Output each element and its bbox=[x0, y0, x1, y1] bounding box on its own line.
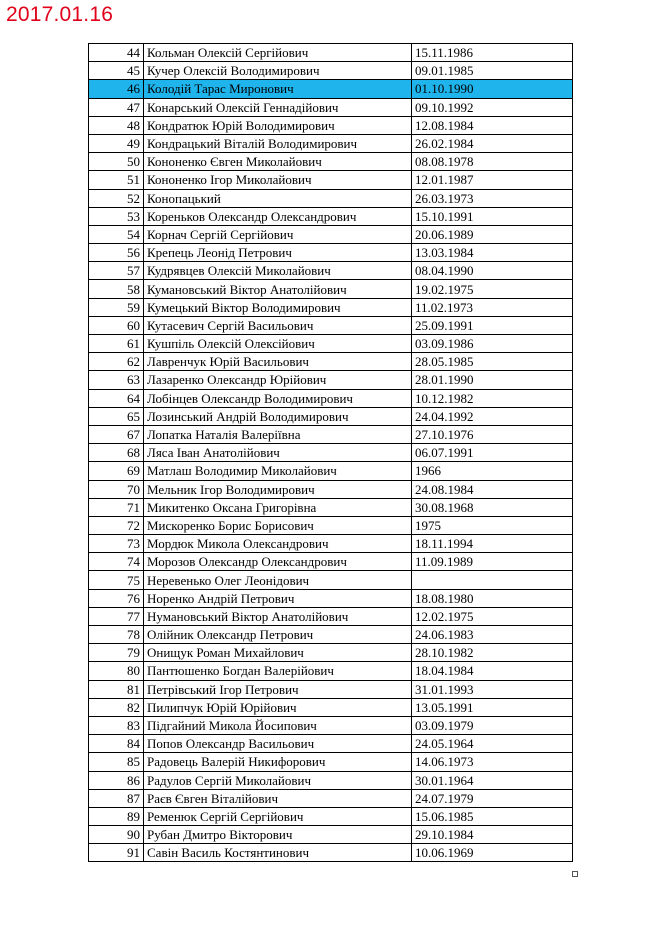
table-row bbox=[89, 644, 573, 662]
birth-date-cell: 01.10.1990 bbox=[412, 80, 573, 98]
row-number-cell: 83 bbox=[89, 716, 144, 734]
table-row bbox=[89, 225, 573, 243]
full-name-cell: Кореньков Олександр Олександрович bbox=[144, 207, 412, 225]
birth-date-cell: 18.11.1994 bbox=[412, 535, 573, 553]
table-resize-handle[interactable] bbox=[572, 871, 578, 877]
table-row bbox=[89, 244, 573, 262]
full-name-cell: Мельник Ігор Володимирович bbox=[144, 480, 412, 498]
birth-date-cell: 25.09.1991 bbox=[412, 316, 573, 334]
full-name-cell: Мискоренко Борис Борисович bbox=[144, 516, 412, 534]
birth-date-cell: 08.04.1990 bbox=[412, 262, 573, 280]
table-row bbox=[89, 662, 573, 680]
row-number-cell: 53 bbox=[89, 207, 144, 225]
birth-date-cell: 10.12.1982 bbox=[412, 389, 573, 407]
full-name-cell: Неревенько Олег Леонідович bbox=[144, 571, 412, 589]
birth-date-cell: 24.08.1984 bbox=[412, 480, 573, 498]
full-name-cell: Нумановський Віктор Анатолійович bbox=[144, 607, 412, 625]
table-row bbox=[89, 171, 573, 189]
full-name-cell: Радовець Валерій Никифорович bbox=[144, 753, 412, 771]
birth-date-cell: 30.08.1968 bbox=[412, 498, 573, 516]
row-number-cell: 78 bbox=[89, 626, 144, 644]
row-number-cell: 79 bbox=[89, 644, 144, 662]
table-row bbox=[89, 516, 573, 534]
table-row bbox=[89, 207, 573, 225]
table-row bbox=[89, 98, 573, 116]
birth-date-cell: 03.09.1979 bbox=[412, 716, 573, 734]
birth-date-cell: 28.10.1982 bbox=[412, 644, 573, 662]
row-number-cell: 82 bbox=[89, 698, 144, 716]
full-name-cell: Кондрацький Віталій Володимирович bbox=[144, 134, 412, 152]
date-stamp: 2017.01.16 bbox=[6, 3, 114, 26]
full-name-cell: Мордюк Микола Олександрович bbox=[144, 535, 412, 553]
birth-date-cell: 20.06.1989 bbox=[412, 225, 573, 243]
table-row bbox=[89, 771, 573, 789]
birth-date-cell: 19.02.1975 bbox=[412, 280, 573, 298]
birth-date-cell: 08.08.1978 bbox=[412, 153, 573, 171]
table-row bbox=[89, 716, 573, 734]
full-name-cell: Микитенко Оксана Григорівна bbox=[144, 498, 412, 516]
birth-date-cell: 26.02.1984 bbox=[412, 134, 573, 152]
row-number-cell: 45 bbox=[89, 62, 144, 80]
full-name-cell: Крепець Леонід Петрович bbox=[144, 244, 412, 262]
row-number-cell: 70 bbox=[89, 480, 144, 498]
row-number-cell: 75 bbox=[89, 571, 144, 589]
full-name-cell: Лопатка Наталія Валеріївна bbox=[144, 425, 412, 443]
table-row bbox=[89, 535, 573, 553]
row-number-cell: 48 bbox=[89, 116, 144, 134]
table-row bbox=[89, 844, 573, 862]
table-row bbox=[89, 44, 573, 62]
full-name-cell: Олійник Олександр Петрович bbox=[144, 626, 412, 644]
birth-date-cell: 30.01.1964 bbox=[412, 771, 573, 789]
row-number-cell: 74 bbox=[89, 553, 144, 571]
full-name-cell: Кумецький Віктор Володимирович bbox=[144, 298, 412, 316]
row-number-cell: 80 bbox=[89, 662, 144, 680]
birth-date-cell: 31.01.1993 bbox=[412, 680, 573, 698]
row-number-cell: 85 bbox=[89, 753, 144, 771]
birth-date-cell: 11.02.1973 bbox=[412, 298, 573, 316]
full-name-cell: Пилипчук Юрій Юрійович bbox=[144, 698, 412, 716]
table-row bbox=[89, 262, 573, 280]
row-number-cell: 60 bbox=[89, 316, 144, 334]
row-number-cell: 61 bbox=[89, 335, 144, 353]
table-row bbox=[89, 80, 573, 98]
table-row bbox=[89, 280, 573, 298]
table-row bbox=[89, 462, 573, 480]
full-name-cell: Кононенко Євген Миколайович bbox=[144, 153, 412, 171]
full-name-cell: Раєв Євген Віталійович bbox=[144, 789, 412, 807]
table-row bbox=[89, 116, 573, 134]
full-name-cell: Лозинський Андрій Володимирович bbox=[144, 407, 412, 425]
birth-date-cell: 09.10.1992 bbox=[412, 98, 573, 116]
table-row bbox=[89, 607, 573, 625]
row-number-cell: 47 bbox=[89, 98, 144, 116]
birth-date-cell: 09.01.1985 bbox=[412, 62, 573, 80]
birth-date-cell: 15.11.1986 bbox=[412, 44, 573, 62]
birth-date-cell: 1966 bbox=[412, 462, 573, 480]
table-row bbox=[89, 807, 573, 825]
birth-date-cell: 24.04.1992 bbox=[412, 407, 573, 425]
full-name-cell: Лобінцев Олександр Володимирович bbox=[144, 389, 412, 407]
table-row bbox=[89, 353, 573, 371]
row-number-cell: 90 bbox=[89, 826, 144, 844]
birth-date-cell: 29.10.1984 bbox=[412, 826, 573, 844]
row-number-cell: 87 bbox=[89, 789, 144, 807]
birth-date-cell: 06.07.1991 bbox=[412, 444, 573, 462]
table-row bbox=[89, 371, 573, 389]
full-name-cell: Попов Олександр Васильович bbox=[144, 735, 412, 753]
full-name-cell: Ременюк Сергій Сергійович bbox=[144, 807, 412, 825]
table-row bbox=[89, 553, 573, 571]
birth-date-cell: 11.09.1989 bbox=[412, 553, 573, 571]
row-number-cell: 77 bbox=[89, 607, 144, 625]
birth-date-cell: 24.06.1983 bbox=[412, 626, 573, 644]
birth-date-cell: 1975 bbox=[412, 516, 573, 534]
birth-date-cell bbox=[412, 571, 573, 589]
table-row bbox=[89, 444, 573, 462]
birth-date-cell: 28.05.1985 bbox=[412, 353, 573, 371]
row-number-cell: 63 bbox=[89, 371, 144, 389]
full-name-cell: Кононенко Ігор Миколайович bbox=[144, 171, 412, 189]
table-row bbox=[89, 735, 573, 753]
row-number-cell: 46 bbox=[89, 80, 144, 98]
full-name-cell: Корнач Сергій Сергійович bbox=[144, 225, 412, 243]
roster-table bbox=[88, 43, 573, 862]
full-name-cell: Лазаренко Олександр Юрійович bbox=[144, 371, 412, 389]
row-number-cell: 49 bbox=[89, 134, 144, 152]
table-row bbox=[89, 826, 573, 844]
roster-table-body bbox=[89, 44, 573, 862]
table-row bbox=[89, 480, 573, 498]
birth-date-cell: 13.05.1991 bbox=[412, 698, 573, 716]
table-row bbox=[89, 571, 573, 589]
row-number-cell: 67 bbox=[89, 425, 144, 443]
row-number-cell: 86 bbox=[89, 771, 144, 789]
table-row bbox=[89, 626, 573, 644]
birth-date-cell: 24.05.1964 bbox=[412, 735, 573, 753]
table-row bbox=[89, 389, 573, 407]
row-number-cell: 89 bbox=[89, 807, 144, 825]
full-name-cell: Кольман Олексій Сергійович bbox=[144, 44, 412, 62]
full-name-cell: Конарський Олексій Геннадійович bbox=[144, 98, 412, 116]
birth-date-cell: 28.01.1990 bbox=[412, 371, 573, 389]
row-number-cell: 65 bbox=[89, 407, 144, 425]
row-number-cell: 51 bbox=[89, 171, 144, 189]
birth-date-cell: 03.09.1986 bbox=[412, 335, 573, 353]
birth-date-cell: 24.07.1979 bbox=[412, 789, 573, 807]
full-name-cell: Радулов Сергій Миколайович bbox=[144, 771, 412, 789]
birth-date-cell: 13.03.1984 bbox=[412, 244, 573, 262]
full-name-cell: Кутасевич Сергій Васильович bbox=[144, 316, 412, 334]
table-row bbox=[89, 134, 573, 152]
birth-date-cell: 10.06.1969 bbox=[412, 844, 573, 862]
full-name-cell: Кудрявцев Олексій Миколайович bbox=[144, 262, 412, 280]
table-row bbox=[89, 789, 573, 807]
birth-date-cell: 18.04.1984 bbox=[412, 662, 573, 680]
table-row bbox=[89, 316, 573, 334]
full-name-cell: Лавренчук Юрій Васильович bbox=[144, 353, 412, 371]
full-name-cell: Петрівський Ігор Петрович bbox=[144, 680, 412, 698]
full-name-cell: Савін Василь Костянтинович bbox=[144, 844, 412, 862]
row-number-cell: 44 bbox=[89, 44, 144, 62]
birth-date-cell: 26.03.1973 bbox=[412, 189, 573, 207]
table-row bbox=[89, 189, 573, 207]
table-row bbox=[89, 153, 573, 171]
table-row bbox=[89, 425, 573, 443]
row-number-cell: 56 bbox=[89, 244, 144, 262]
full-name-cell: Пантюшенко Богдан Валерійович bbox=[144, 662, 412, 680]
full-name-cell: Ляса Іван Анатолійович bbox=[144, 444, 412, 462]
table-row bbox=[89, 589, 573, 607]
full-name-cell: Норенко Андрій Петрович bbox=[144, 589, 412, 607]
full-name-cell: Матлаш Володимир Миколайович bbox=[144, 462, 412, 480]
full-name-cell: Кучер Олексій Володимирович bbox=[144, 62, 412, 80]
birth-date-cell: 12.01.1987 bbox=[412, 171, 573, 189]
row-number-cell: 84 bbox=[89, 735, 144, 753]
birth-date-cell: 12.02.1975 bbox=[412, 607, 573, 625]
table-row bbox=[89, 298, 573, 316]
row-number-cell: 91 bbox=[89, 844, 144, 862]
birth-date-cell: 15.10.1991 bbox=[412, 207, 573, 225]
full-name-cell: Кондратюк Юрій Володимирович bbox=[144, 116, 412, 134]
birth-date-cell: 12.08.1984 bbox=[412, 116, 573, 134]
row-number-cell: 72 bbox=[89, 516, 144, 534]
table-row bbox=[89, 407, 573, 425]
full-name-cell: Кушпіль Олексій Олексійович bbox=[144, 335, 412, 353]
row-number-cell: 58 bbox=[89, 280, 144, 298]
table-row bbox=[89, 335, 573, 353]
birth-date-cell: 14.06.1973 bbox=[412, 753, 573, 771]
row-number-cell: 68 bbox=[89, 444, 144, 462]
row-number-cell: 64 bbox=[89, 389, 144, 407]
row-number-cell: 69 bbox=[89, 462, 144, 480]
row-number-cell: 57 bbox=[89, 262, 144, 280]
birth-date-cell: 15.06.1985 bbox=[412, 807, 573, 825]
row-number-cell: 62 bbox=[89, 353, 144, 371]
full-name-cell: Онищук Роман Михайлович bbox=[144, 644, 412, 662]
table-row bbox=[89, 62, 573, 80]
table-row bbox=[89, 680, 573, 698]
row-number-cell: 71 bbox=[89, 498, 144, 516]
full-name-cell: Морозов Олександр Олександрович bbox=[144, 553, 412, 571]
table-row bbox=[89, 753, 573, 771]
table-row bbox=[89, 498, 573, 516]
table-row bbox=[89, 698, 573, 716]
full-name-cell: Рубан Дмитро Вікторович bbox=[144, 826, 412, 844]
full-name-cell: Колодій Тарас Миронович bbox=[144, 80, 412, 98]
row-number-cell: 81 bbox=[89, 680, 144, 698]
row-number-cell: 73 bbox=[89, 535, 144, 553]
row-number-cell: 52 bbox=[89, 189, 144, 207]
row-number-cell: 54 bbox=[89, 225, 144, 243]
full-name-cell: Конопацький bbox=[144, 189, 412, 207]
birth-date-cell: 27.10.1976 bbox=[412, 425, 573, 443]
full-name-cell: Кумановський Віктор Анатолійович bbox=[144, 280, 412, 298]
row-number-cell: 59 bbox=[89, 298, 144, 316]
full-name-cell: Підгайний Микола Йосипович bbox=[144, 716, 412, 734]
birth-date-cell: 18.08.1980 bbox=[412, 589, 573, 607]
row-number-cell: 76 bbox=[89, 589, 144, 607]
row-number-cell: 50 bbox=[89, 153, 144, 171]
